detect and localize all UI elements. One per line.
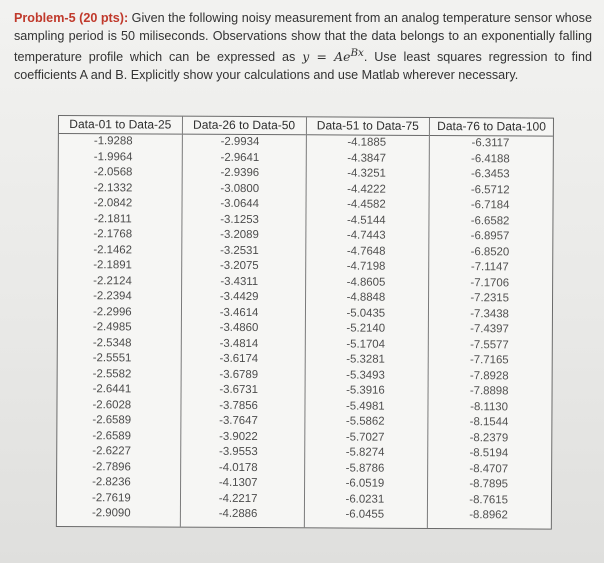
table-cell: -2.6441: [92, 383, 132, 396]
table-cell: -1.9288: [93, 135, 133, 148]
table-cell: -7.1147: [470, 261, 509, 274]
table-cell: -8.7615: [469, 493, 508, 506]
table-cell: -3.0644: [220, 197, 260, 211]
table-cell: -5.4981: [345, 400, 385, 413]
table-cell: -5.5862: [345, 415, 385, 428]
table-column-4: [428, 118, 553, 529]
table-cell: -5.8274: [345, 446, 385, 459]
table-cell: -2.2124: [93, 274, 132, 287]
table-cell: -6.0455: [345, 508, 385, 521]
table-cell: -4.4582: [347, 198, 386, 211]
table-cell: -2.5348: [92, 336, 132, 349]
table-cell: -1.9964: [93, 150, 133, 163]
table-cell: -3.7647: [219, 414, 258, 428]
table-cell: -3.7856: [219, 399, 258, 412]
table-cell: -8.1130: [470, 400, 509, 413]
table-cell: -4.7648: [346, 245, 386, 258]
table-cell: -2.9090: [91, 507, 131, 520]
table-cell: -3.2089: [220, 228, 259, 242]
table-cell: -6.8957: [470, 230, 510, 243]
table-cell: -7.3438: [470, 307, 509, 320]
table-cell: -4.7443: [346, 229, 386, 242]
table-cell: -4.2217: [218, 492, 258, 505]
table-cell: -2.6227: [92, 445, 131, 458]
table-cell: -6.7184: [470, 199, 510, 212]
table-cell: -4.1885: [347, 136, 387, 149]
table-cell: -3.4860: [219, 321, 259, 335]
table-cell: -2.8236: [92, 476, 131, 489]
table-cell: -6.8520: [470, 245, 510, 258]
table-cell: -7.8898: [469, 385, 509, 398]
table-cell: -6.0519: [345, 477, 385, 490]
table-cell: -8.8962: [469, 509, 508, 522]
table-cell: -6.6582: [470, 214, 510, 227]
table-cell: -3.4814: [219, 337, 259, 350]
table-cell: -5.3493: [346, 369, 385, 382]
table-cell: -4.3251: [347, 167, 386, 180]
table-cell: -2.7896: [92, 460, 131, 473]
table-cell: -2.1332: [93, 181, 133, 194]
table-cell: -4.8605: [346, 276, 386, 289]
table-cell: -8.4707: [469, 462, 509, 475]
table-cell: -3.9022: [219, 430, 258, 443]
problem-statement: [14, 10, 592, 85]
table-cell: -3.2075: [219, 259, 259, 273]
table-cell: -2.1891: [93, 259, 132, 272]
table-cell: -4.0178: [218, 461, 258, 474]
table-cell: -4.7198: [346, 260, 386, 273]
table-cell: -2.9641: [220, 151, 260, 164]
column-header: Data-76 to Data-100: [430, 118, 553, 137]
table-cell: -2.2394: [93, 290, 132, 303]
table-cell: -2.1462: [93, 243, 133, 256]
table-cell: -6.3453: [470, 168, 510, 181]
table-cell: -7.5577: [470, 338, 509, 351]
table-cell: -5.2140: [346, 322, 386, 335]
table-cell: -4.3847: [347, 152, 386, 165]
problem-text-after: . Use least squares regression to find coefficients A and B. Explicitly show your calculations and use Matlab wherever necessary.: [14, 50, 592, 82]
table-cell: -2.7619: [92, 491, 131, 504]
table-cell: -7.4397: [470, 323, 509, 336]
table-cell: -7.2315: [470, 292, 510, 305]
table-cell: -3.1253: [220, 213, 259, 226]
table-cell: -3.4429: [219, 290, 259, 304]
table-cell: -8.7895: [469, 478, 509, 491]
table-cell: -2.6589: [92, 429, 132, 442]
table-cell: -5.0435: [346, 307, 386, 320]
table-cell: -2.1768: [93, 228, 133, 241]
table-cell: -7.7165: [469, 354, 509, 367]
table-cell: -2.2996: [92, 305, 132, 318]
problem-text-before: Given the following noisy measurement from an analog temperature sensor whose sampling period is 50 miliseconds. Observations show that the data belongs to an exponentially falling temperature profile which can be expressed as: [14, 11, 592, 65]
table-cell: -5.8786: [345, 462, 385, 475]
table-cell: -3.4614: [219, 306, 259, 319]
column-header: Data-01 to Data-25: [59, 116, 182, 135]
table-cell: -3.6731: [219, 383, 259, 397]
table-cell: -5.3281: [346, 353, 385, 366]
equation-exponent: Bx: [350, 47, 364, 60]
equation: [302, 49, 364, 64]
table-cell: -6.3117: [471, 137, 510, 150]
table-cell: -6.5712: [470, 183, 510, 196]
table-cell: -3.9553: [219, 445, 258, 459]
table-cell: -4.5144: [346, 214, 386, 227]
table-cell: -3.2531: [220, 244, 259, 257]
table-cell: -2.0568: [93, 166, 133, 179]
table-column-1: [57, 116, 183, 527]
column-header: Data-51 to Data-75: [306, 117, 429, 136]
table-cell: -3.4311: [220, 275, 259, 288]
table-cell: -5.1704: [346, 338, 386, 351]
table-cell: -5.3916: [346, 384, 385, 397]
table-cell: -2.5582: [92, 367, 132, 380]
table-column-2: [181, 117, 307, 528]
table-cell: -2.1811: [93, 212, 132, 225]
table-cell: -8.1544: [469, 416, 509, 429]
table-cell: -3.6789: [219, 368, 259, 381]
table-cell: -3.0800: [220, 182, 260, 195]
table-cell: -7.1706: [470, 276, 510, 289]
table-column-3: [304, 117, 430, 528]
table-cell: -7.8928: [469, 369, 509, 382]
table-cell: -4.2886: [218, 507, 258, 521]
column-header: Data-26 to Data-50: [183, 117, 306, 136]
table-cell: -2.6589: [92, 414, 132, 427]
data-table: [56, 115, 554, 530]
table-cell: -4.8848: [346, 291, 386, 304]
table-cell: -2.6028: [92, 398, 132, 411]
table-cell: -3.6174: [219, 352, 259, 366]
table-cell: -5.7027: [345, 431, 385, 444]
equation-base: y = Ae: [302, 49, 351, 65]
table-cell: -4.4222: [347, 183, 386, 196]
table-cell: -2.0842: [93, 197, 133, 210]
table-cell: -2.4985: [92, 321, 132, 334]
table-cell: -2.9934: [220, 135, 260, 149]
table-cell: -8.5194: [469, 447, 509, 460]
table-cell: -4.1307: [218, 476, 258, 490]
table-cell: -8.2379: [469, 431, 509, 444]
table-cell: -2.5551: [92, 352, 132, 365]
table-cell: -2.9396: [220, 166, 260, 180]
table-cell: -6.0231: [345, 493, 385, 506]
table-cell: -6.4188: [471, 152, 510, 165]
problem-heading: Problem-5 (20 pts):: [14, 11, 129, 25]
